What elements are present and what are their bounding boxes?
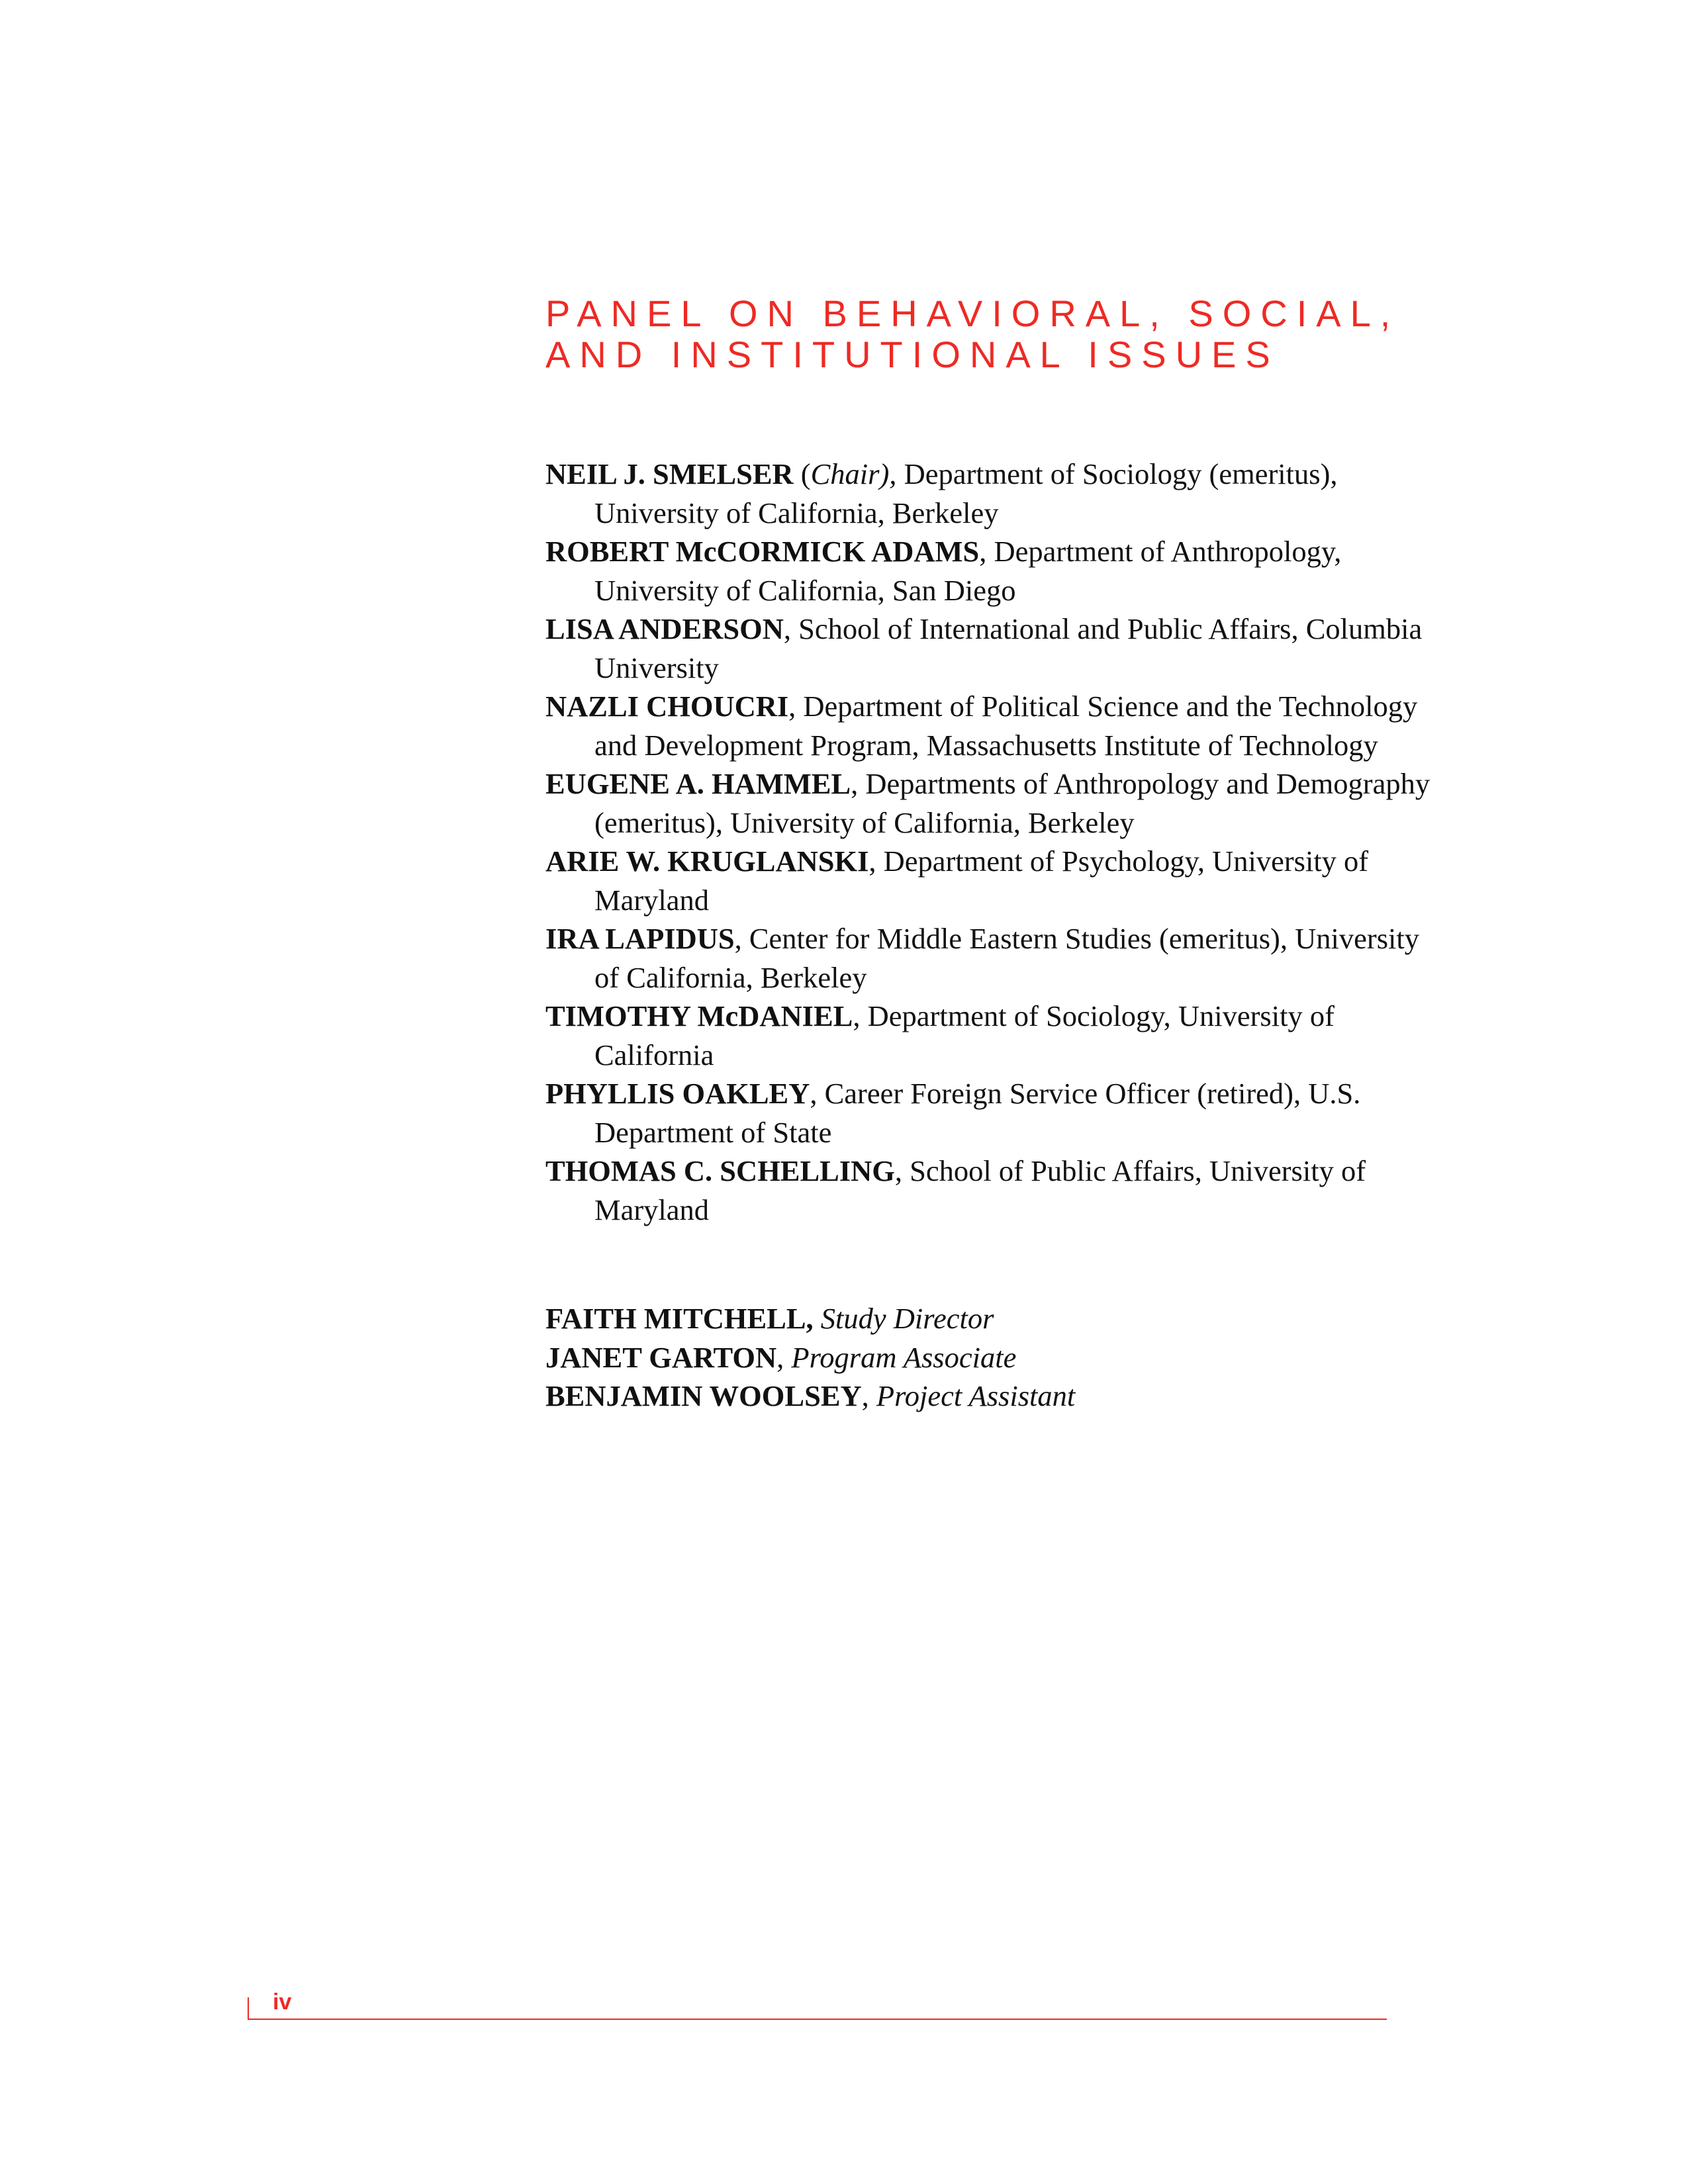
staff-name: BENJAMIN WOOLSEY: [545, 1379, 862, 1412]
member-entry: [545, 842, 1432, 919]
staff-entry: [545, 1377, 1432, 1416]
staff-title: Study Director: [820, 1302, 994, 1335]
member-affiliation: , School of Public Affairs, University of Maryland: [594, 1154, 1366, 1226]
member-affiliation: , School of International and Public Affairs, Columbia University: [594, 612, 1423, 684]
member-affiliation: , Center for Middle Eastern Studies (emeritus), University of California, Berkeley: [594, 922, 1419, 994]
member-affiliation: , Department of Psychology, University of Maryland: [594, 844, 1369, 917]
member-name: IRA LAPIDUS: [545, 922, 735, 955]
member-name: PHYLLIS OAKLEY: [545, 1077, 810, 1110]
member-affiliation: , Career Foreign Service Officer (retired), U.S. Department of State: [594, 1077, 1361, 1149]
member-name: TIMOTHY McDANIEL: [545, 999, 853, 1032]
member-name: LISA ANDERSON: [545, 612, 784, 645]
page-heading: [545, 293, 1538, 375]
member-note-open: (: [793, 457, 811, 490]
footer-rule-tick: [248, 1997, 249, 2020]
member-affiliation: , Department of Political Science and the Technology and Development Program, Massachusetts Institute of Technology: [594, 690, 1418, 762]
member-name: NAZLI CHOUCRI: [545, 690, 789, 723]
member-name: ROBERT McCORMICK ADAMS: [545, 535, 980, 568]
staff-list: [545, 1299, 1432, 1416]
member-entry: [545, 919, 1432, 997]
member-entry: [545, 610, 1432, 687]
member-affiliation: , Department of Anthropology, University of California, San Diego: [594, 535, 1342, 607]
member-affiliation: Department of Sociology (emeritus), University of California, Berkeley: [594, 457, 1338, 529]
staff-entry: [545, 1299, 1432, 1338]
heading-line-1: PANEL ON BEHAVIORAL, SOCIAL,: [545, 293, 1400, 334]
staff-separator: ,: [776, 1340, 792, 1374]
member-affiliation: , Department of Sociology, University of California: [594, 999, 1335, 1071]
member-entry: [545, 764, 1432, 842]
panel-member-list: [545, 455, 1432, 1229]
member-entry: [545, 687, 1432, 764]
staff-entry: [545, 1338, 1432, 1377]
member-name: NEIL J. SMELSER: [545, 457, 794, 490]
member-entry: [545, 1152, 1432, 1229]
staff-separator: ,: [861, 1379, 876, 1412]
staff-title: Project Assistant: [876, 1379, 1076, 1412]
staff-title: Program Associate: [791, 1340, 1017, 1374]
member-name: THOMAS C. SCHELLING: [545, 1154, 895, 1187]
member-entry: [545, 1074, 1432, 1152]
footer-rule: [248, 2019, 1387, 2020]
member-entry: [545, 997, 1432, 1074]
member-affiliation: , Departments of Anthropology and Demography (emeritus), University of California, Berkeley: [594, 767, 1430, 839]
member-name: ARIE W. KRUGLANSKI: [545, 844, 869, 878]
staff-name: FAITH MITCHELL,: [545, 1302, 814, 1335]
member-name: EUGENE A. HAMMEL: [545, 767, 851, 800]
member-entry: [545, 532, 1432, 610]
heading-line-2: AND INSTITUTIONAL ISSUES: [545, 334, 1280, 375]
member-entry: [545, 455, 1432, 532]
page-number: iv: [273, 1989, 292, 2015]
member-role-note: Chair),: [810, 457, 897, 490]
staff-separator: [814, 1302, 821, 1335]
staff-name: JANET GARTON: [545, 1340, 777, 1374]
